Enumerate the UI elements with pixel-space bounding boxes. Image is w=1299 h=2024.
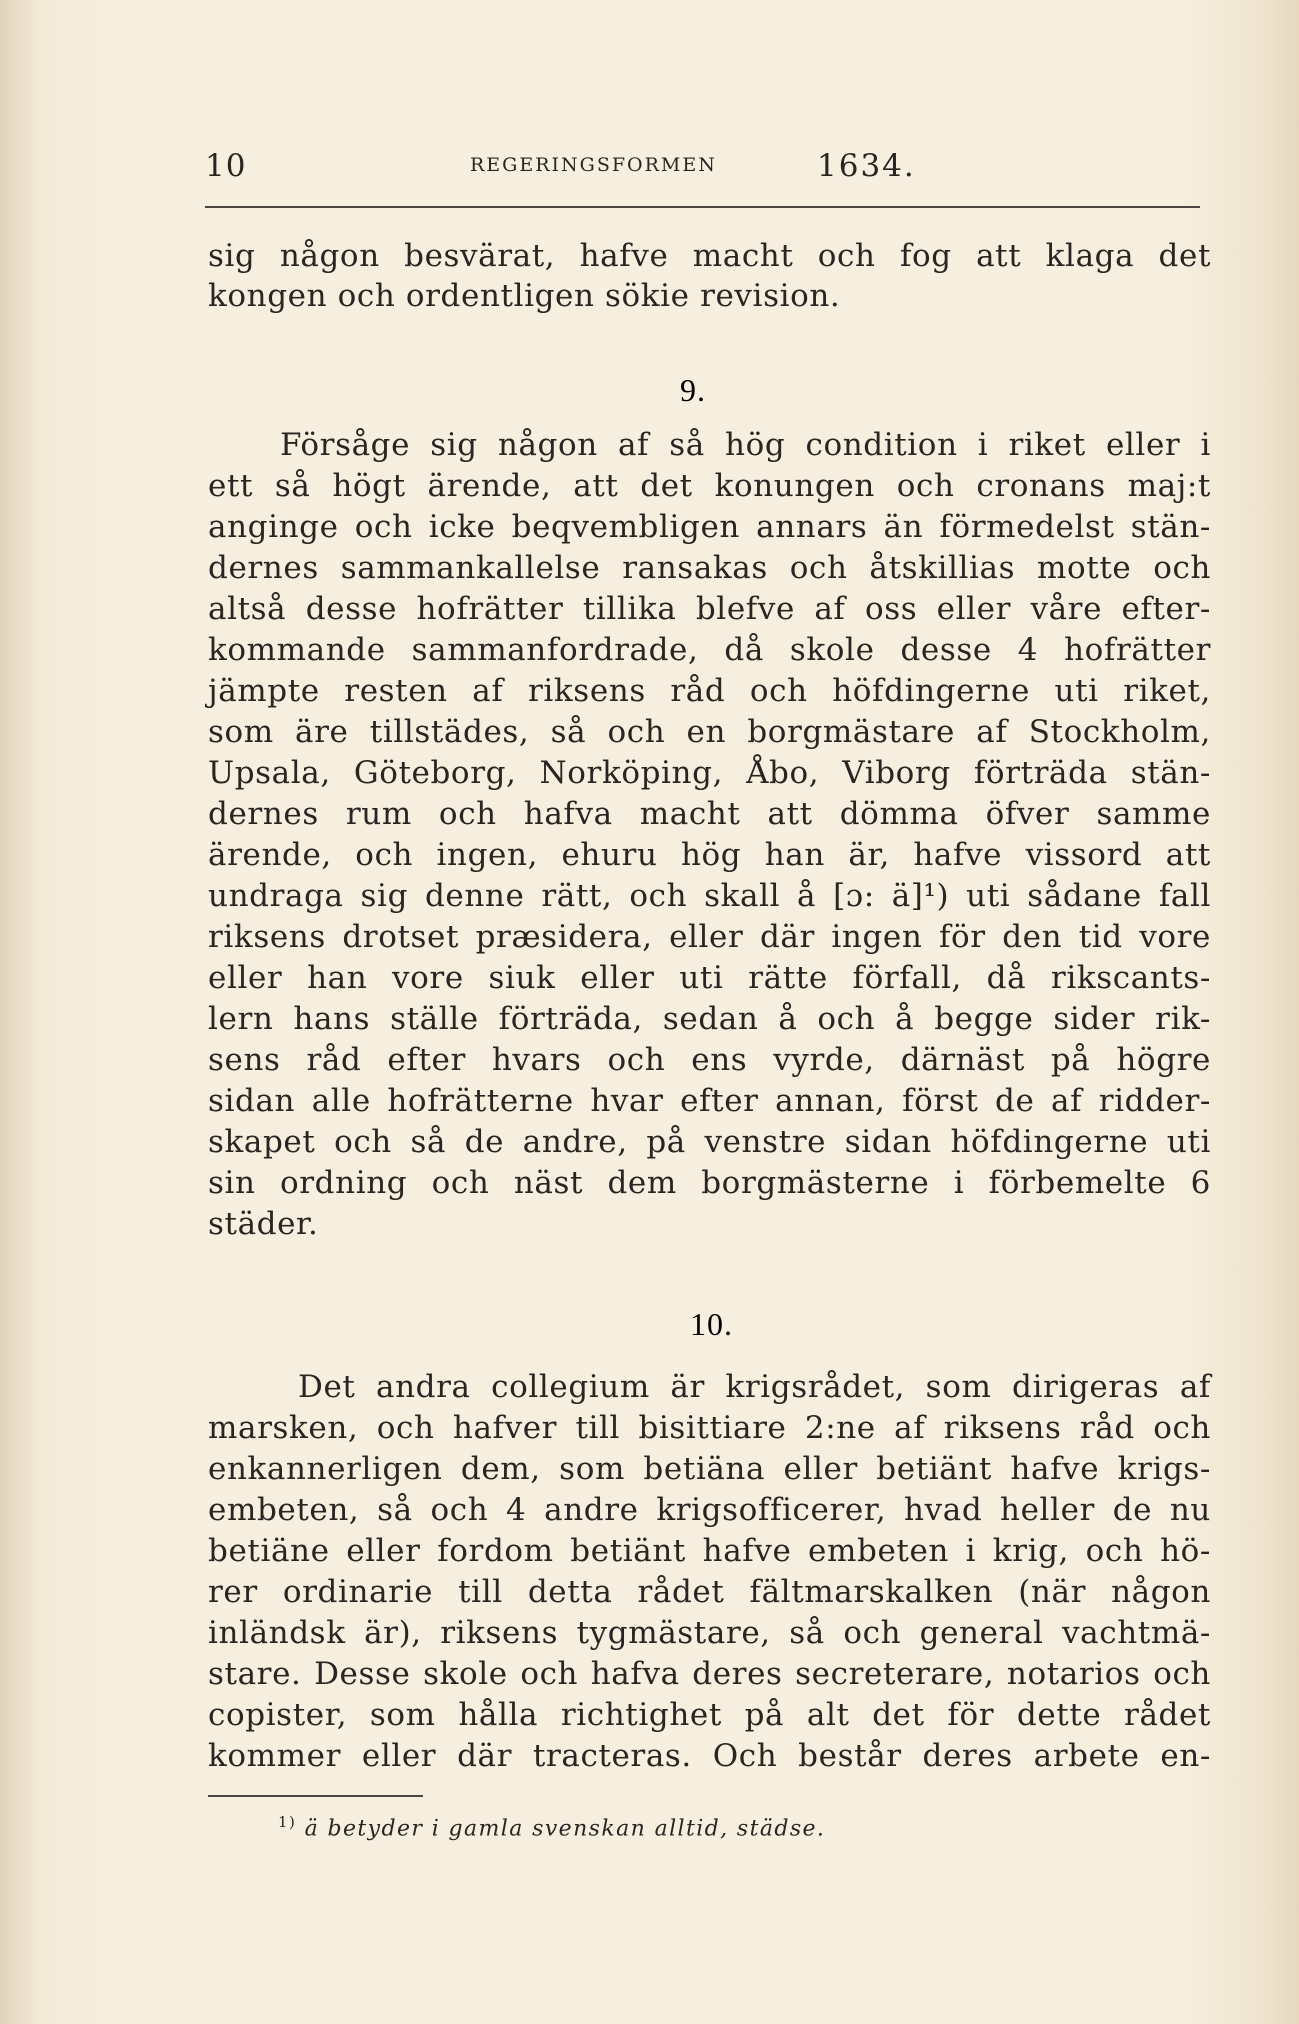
footnote-marker: 1) [278,1813,297,1831]
footnote-meaning: alltid, städse. [654,1816,826,1842]
text-line: dernes rum och hafva macht att dömma öfver samme [208,796,1211,832]
footnote-rule [208,1795,423,1797]
text-line: Försåge sig någon af så hög condition i riket eller i [280,427,1211,463]
footnote [278,1813,825,1841]
header-rule [205,206,1200,208]
text-line: anginge och icke beqvembligen annars än förmedelst stän- [208,509,1211,545]
text-line: embeten, så och 4 andre krigsofficerer, hvad heller de nu [208,1492,1211,1528]
running-title: REGERINGSFORMEN [470,154,717,176]
text-line: ett så högt ärende, att det konungen och cronans maj:t [208,468,1211,504]
text-line: sin ordning och näst dem borgmästerne i förbemelte 6 [208,1165,1211,1201]
page-number: 10 [205,148,247,184]
text-line: kommande sammanfordrade, då skole desse 4 hofrätter [208,632,1211,668]
text-line: Upsala, Göteborg, Norköping, Åbo, Viborg förträda stän- [208,755,1211,791]
text-line: riksens drotset præsidera, eller där ingen för den tid vore [208,919,1211,955]
text-line: marsken, och hafver till bisittiare 2:ne af riksens råd och [208,1410,1211,1446]
text-line: betiäne eller fordom betiänt hafve embeten i krig, och hö- [208,1533,1211,1569]
text-line: inländsk är), riksens tygmästare, så och general vachtmä- [208,1615,1211,1651]
text-line: sidan alle hofrätterne hvar efter annan, först de af ridder- [208,1083,1211,1119]
text-line: rer ordinarie till detta rådet fältmarskalken (när någon [208,1574,1211,1610]
text-line: altså desse hofrätter tillika blefve af oss eller våre efter- [208,591,1211,627]
text-line: skapet och så de andre, på venstre sidan höfdingerne uti [208,1124,1211,1160]
running-year: 1634. [817,148,916,184]
text-line: som äre tillstädes, så och en borgmästare af Stockholm, [208,714,1211,750]
text-line: copister, som hålla richtighet på alt det för dette rådet [208,1697,1211,1733]
text-line: undraga sig denne rätt, och skall å [ɔ: ä]¹) uti sådane fall [208,878,1211,914]
text-line: sens råd efter hvars och ens vyrde, därnäst på högre [208,1042,1211,1078]
section-number: 10. [690,1306,733,1342]
text-line: kongen och ordentligen sökie revision. [208,278,841,314]
text-line: kommer eller där tracteras. Och består deres arbete en- [208,1738,1211,1774]
text-line: dernes sammankallelse ransakas och åtskillias motte och [208,550,1211,586]
text-line: sig någon besvärat, hafve macht och fog att klaga det [208,238,1211,274]
text-line: ärende, och ingen, ehuru hög han är, hafve vissord att [208,837,1211,873]
text-line: lern hans ställe förträda, sedan å och å begge sider rik- [208,1001,1211,1037]
text-line: städer. [208,1206,319,1242]
text-line: jämpte resten af riksens råd och höfdingerne uti riket, [208,673,1211,709]
page-header [205,148,1205,208]
text-line: stare. Desse skole och hafva deres secreterare, notarios och [208,1656,1211,1692]
text-line: enkannerligen dem, som betiäna eller betiänt hafve krigs- [208,1451,1211,1487]
text-line: Det andra collegium är krigsrådet, som dirigeras af [298,1369,1211,1405]
section-number: 9. [680,372,706,408]
text-line: eller han vore siuk eller uti rätte förfall, då rikscants- [208,960,1211,996]
footnote-lead: ä betyder i gamla svenskan [304,1816,647,1842]
